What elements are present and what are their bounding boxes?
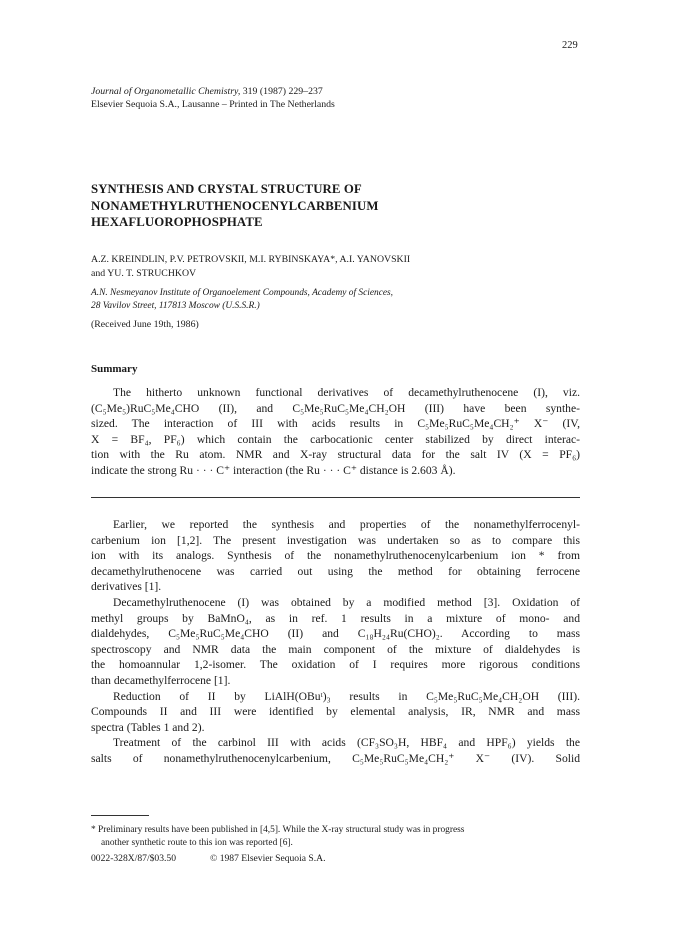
issn-code: 0022-328X/87/$03.50 xyxy=(91,853,177,864)
body-line: derivatives [1]. xyxy=(91,580,162,594)
affiliation-line-1: A.N. Nesmeyanov Institute of Organoelement Compounds, Academy of Sciences, xyxy=(91,288,394,298)
affiliation xyxy=(91,287,393,313)
title-line-1: SYNTHESIS AND CRYSTAL STRUCTURE OF xyxy=(91,182,362,196)
body-line: dialdehydes, C₅Me₅RuC₅Me₄CHO (II) and C₁₈H₂₄Ru(CHO)₂. According to mass xyxy=(91,627,580,641)
publisher-line: Elsevier Sequoia S.A., Lausanne – Printed in The Netherlands xyxy=(91,99,335,110)
body-line: carbenium ion [1,2]. The present investigation was undertaken so as to compare this xyxy=(91,533,580,547)
authors-line-1: A.Z. KREINDLIN, P.V. PETROVSKII, M.I. RYBINSKAYA*, A.I. YANOVSKII xyxy=(91,254,411,265)
summary-paragraph xyxy=(91,385,580,479)
body-text xyxy=(91,517,580,767)
footnote-line-1: * Preliminary results have been published in [4,5]. While the X-ray structural study was in progress xyxy=(91,825,465,835)
body-line: ion with its analogs. Synthesis of the nonamethylruthenocenylcarbenium ion * from xyxy=(91,549,580,563)
body-line: decamethylruthenocene was carried out using the method for obtaining ferrocene xyxy=(91,564,580,578)
copyright-notice: © 1987 Elsevier Sequoia S.A. xyxy=(210,853,326,864)
received-date: (Received June 19th, 1986) xyxy=(91,319,199,330)
summary-line: tion with the Ru atom. NMR and X-ray structural data for the salt IV (X = PF₆) xyxy=(91,448,580,462)
body-line: Reduction of II by LiAlH(OBuᵗ)₃ results in C₅Me₅RuC₅Me₄CH₂OH (III). xyxy=(113,689,580,703)
footnote xyxy=(91,824,580,850)
body-line: Decamethylruthenocene (I) was obtained by a modified method [3]. Oxidation of xyxy=(113,595,580,609)
summary-line: X = BF₄, PF₆) which contain the carbocationic center stabilized by direct interac- xyxy=(91,432,580,446)
article-title xyxy=(91,181,379,231)
journal-citation xyxy=(91,85,335,111)
page-number: 229 xyxy=(562,40,578,51)
body-line: methyl groups by BaMnO₄, as in ref. 1 results in a mixture of mono- and xyxy=(91,611,580,625)
summary-line: (C₅Me₅)RuC₅Me₄CHO (II), and C₅Me₅RuC₅Me₄CH₂OH (III) have been synthe- xyxy=(91,401,580,415)
authors-line-2: and YU. T. STRUCHKOV xyxy=(91,267,197,279)
body-line: spectra (Tables 1 and 2). xyxy=(91,720,205,734)
footnote-line-2: another synthetic route to this ion was reported [6]. xyxy=(101,838,293,848)
summary-line: indicate the strong Ru · · · C⁺ interaction (the Ru · · · C⁺ distance is 2.603 Å). xyxy=(91,463,456,477)
copyright-line xyxy=(91,853,360,864)
title-line-3: HEXAFLUOROPHOSPHATE xyxy=(91,215,263,229)
body-line: Earlier, we reported the synthesis and properties of the nonamethylferrocenyl- xyxy=(113,518,580,531)
summary-line: sized. The interaction of III with acids results in C₅Me₅RuC₅Me₄CH₂⁺ X⁻ (IV, xyxy=(91,417,580,431)
body-line: than decamethylferrocene [1]. xyxy=(91,673,231,687)
title-line-2: NONAMETHYLRUTHENOCENYLCARBENIUM xyxy=(91,198,379,213)
body-line: the homoannular 1,2-isomer. The oxidation of I requires more rigorous conditions xyxy=(91,658,580,672)
summary-heading: Summary xyxy=(91,363,138,375)
body-line: salts of nonamethylruthenocenylcarbenium, C₅Me₅RuC₅Me₄CH₂⁺ X⁻ (IV). Solid xyxy=(91,751,580,765)
journal-name: Journal of Organometallic Chemistry, xyxy=(91,86,241,97)
summary-divider xyxy=(91,497,580,498)
body-line: Treatment of the carbinol III with acids (CF₃SO₃H, HBF₄ and HPF₆) yields the xyxy=(113,736,580,750)
footnote-divider xyxy=(91,815,149,816)
body-line: spectroscopy and NMR data the main component of the mixture of dialdehydes is xyxy=(91,642,580,656)
body-line: Compounds II and III were identified by elemental analysis, IR, NMR and mass xyxy=(91,705,580,719)
summary-line: The hitherto unknown functional derivatives of decamethylruthenocene (I), viz. xyxy=(113,386,580,399)
affiliation-line-2: 28 Vavilov Street, 117813 Moscow (U.S.S.R.) xyxy=(91,301,260,311)
journal-volume: 319 (1987) 229–237 xyxy=(240,86,323,97)
authors xyxy=(91,253,410,280)
